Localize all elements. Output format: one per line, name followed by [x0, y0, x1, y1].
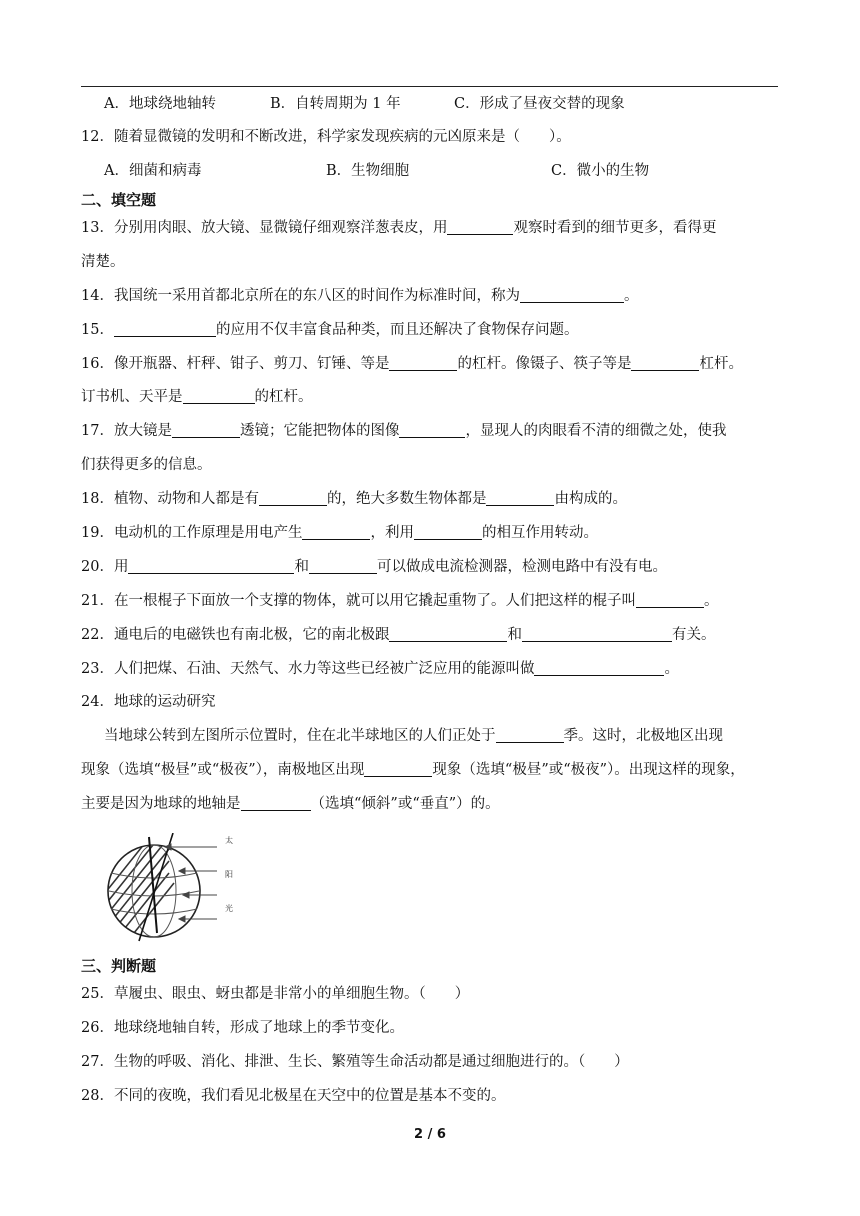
q13-line1	[81, 218, 716, 238]
q18	[81, 489, 627, 509]
q19-text-c: 的相互作用转动。	[481, 525, 598, 541]
q19-blank-2[interactable]	[414, 524, 482, 540]
q18-text-b: 的，绝大多数生物体都是	[326, 491, 487, 507]
q24-text-c: 现象（选填“极昼”或“极夜”），南极地区出现	[81, 762, 365, 778]
q24-blank-1[interactable]	[496, 727, 564, 743]
q18-text-c: 由构成的。	[554, 491, 627, 507]
q24-blank-3[interactable]	[241, 795, 311, 811]
q27: 27．生物的呼吸、消化、排泄、生长、繁殖等生命活动都是通过细胞进行的。（ ）	[81, 1054, 629, 1070]
q22-text-c: 有关。	[671, 627, 716, 643]
q24-text-e: 主要是因为地球的地轴是	[81, 796, 241, 812]
q18-blank-1[interactable]	[259, 490, 327, 506]
q21-blank[interactable]	[636, 592, 704, 608]
q24-line1	[104, 726, 723, 746]
q18-text-a: 18．植物、动物和人都是有	[81, 491, 259, 507]
q22-blank-1[interactable]	[389, 626, 507, 642]
q20	[81, 557, 667, 577]
q21-text-a: 21．在一根棍子下面放一个支撑的物体，就可以用它撬起重物了。人们把这样的棍子叫	[81, 593, 636, 609]
q20-text-b: 和	[294, 559, 309, 575]
q20-blank-1[interactable]	[128, 558, 294, 574]
q24-text-f: （选填“倾斜”或“垂直”）的。	[310, 796, 500, 812]
q17-blank-2[interactable]	[399, 422, 465, 438]
q16-blank-1[interactable]	[389, 355, 457, 371]
q19-blank-1[interactable]	[302, 524, 370, 540]
q12-stem: 12．随着显微镜的发明和不断改进，科学家发现疾病的元凶原来是（ ）。	[81, 129, 571, 145]
q13-line2: 清楚。	[81, 254, 125, 270]
q16-text-b: 的杠杆。像镊子、筷子等是	[457, 356, 632, 372]
figure-label-guang: 光	[225, 904, 233, 913]
q15-text-b: 的应用不仅丰富食品种类，而且还解决了食物保存问题。	[215, 322, 579, 338]
figure-label-sun: 太	[225, 836, 233, 845]
q25: 25．草履虫、眼虫、蚜虫都是非常小的单细胞生物。（ ）	[81, 986, 470, 1002]
q22-text-b: 和	[507, 627, 522, 643]
q19-text-a: 19．电动机的工作原理是用电产生	[81, 525, 303, 541]
header-rule	[81, 86, 778, 87]
q12-option-a: A．细菌和病毒	[104, 163, 202, 179]
q24-text-b: 季。这时，北极地区出现	[563, 728, 723, 744]
q16-text-c: 杠杆。	[699, 356, 743, 372]
section-heading-fill-in: 二、填空题	[81, 191, 157, 209]
figure-label-yang: 阳	[225, 870, 233, 879]
earth-sunlight-figure	[99, 833, 239, 943]
q15	[81, 320, 578, 340]
q17-text-a: 17．放大镜是	[81, 423, 172, 439]
q12-option-b: B．生物细胞	[326, 163, 410, 179]
q15-blank[interactable]	[114, 321, 216, 337]
q17-line1	[81, 421, 726, 441]
q20-text-a: 20．用	[81, 559, 129, 575]
q24-text-a: 当地球公转到左图所示位置时，住在北半球地区的人们正处于	[104, 728, 496, 744]
q21	[81, 591, 718, 611]
q23-blank[interactable]	[534, 660, 664, 676]
q14-text-b: 。	[623, 288, 639, 304]
q24-line2	[81, 760, 745, 780]
q17-line2: 们获得更多的信息。	[81, 457, 212, 473]
q19	[81, 523, 598, 543]
q14	[81, 286, 638, 306]
q15-text-a: 15．	[81, 322, 114, 338]
q17-text-c: ，显现人的肉眼看不清的细微之处，使我	[465, 423, 727, 439]
q17-blank-1[interactable]	[172, 422, 240, 438]
q17-text-b: 透镜；它能把物体的图像	[239, 423, 400, 439]
q11-option-a: A．地球绕地轴转	[104, 96, 216, 112]
q16-text-d: 订书机、天平是	[81, 389, 183, 405]
q12-option-c: C．微小的生物	[551, 163, 650, 179]
q13-text-b: 观察时看到的细节更多，看得更	[513, 220, 717, 236]
q28: 28．不同的夜晚，我们看见北极星在天空中的位置是基本不变的。	[81, 1088, 506, 1104]
q23-text-a: 23．人们把煤、石油、天然气、水力等这些已经被广泛应用的能源叫做	[81, 661, 535, 677]
q20-blank-2[interactable]	[309, 558, 377, 574]
q22	[81, 625, 715, 645]
q11-option-c: C．形成了昼夜交替的现象	[454, 96, 625, 112]
q16-blank-2[interactable]	[631, 355, 699, 371]
q23	[81, 659, 679, 679]
q16-line1	[81, 354, 743, 374]
q22-text-a: 22．通电后的电磁铁也有南北极，它的南北极跟	[81, 627, 390, 643]
q24-text-d: 现象（选填“极昼”或“极夜”）。出现这样的现象，	[432, 762, 745, 778]
section-heading-true-false: 三、判断题	[81, 957, 157, 975]
q16-blank-3[interactable]	[183, 388, 255, 404]
q16-text-a: 16．像开瓶器、杆秤、钳子、剪刀、钉锤、等是	[81, 356, 390, 372]
q18-blank-2[interactable]	[486, 490, 554, 506]
q11-option-b: B．自转周期为 1 年	[270, 96, 401, 112]
page-number: 2 / 6	[414, 1127, 446, 1142]
q14-blank[interactable]	[520, 287, 624, 303]
q24-line3	[81, 794, 500, 814]
q16-text-e: 的杠杆。	[254, 389, 313, 405]
q14-text-a: 14．我国统一采用首都北京所在的东八区的时间作为标准时间，称为	[81, 288, 520, 304]
q24-blank-2[interactable]	[364, 761, 432, 777]
q19-text-b: ，利用	[370, 525, 414, 541]
q24-title: 24．地球的运动研究	[81, 694, 216, 710]
q22-blank-2[interactable]	[522, 626, 672, 642]
q16-line2	[81, 387, 313, 407]
q26: 26．地球绕地轴自转，形成了地球上的季节变化。	[81, 1020, 404, 1036]
q13-text-a: 13．分别用肉眼、放大镜、显微镜仔细观察洋葱表皮，用	[81, 220, 448, 236]
q20-text-c: 可以做成电流检测器，检测电路中有没有电。	[376, 559, 667, 575]
q23-text-b: 。	[664, 661, 679, 677]
q21-text-b: 。	[703, 593, 719, 609]
q13-blank[interactable]	[447, 219, 513, 235]
